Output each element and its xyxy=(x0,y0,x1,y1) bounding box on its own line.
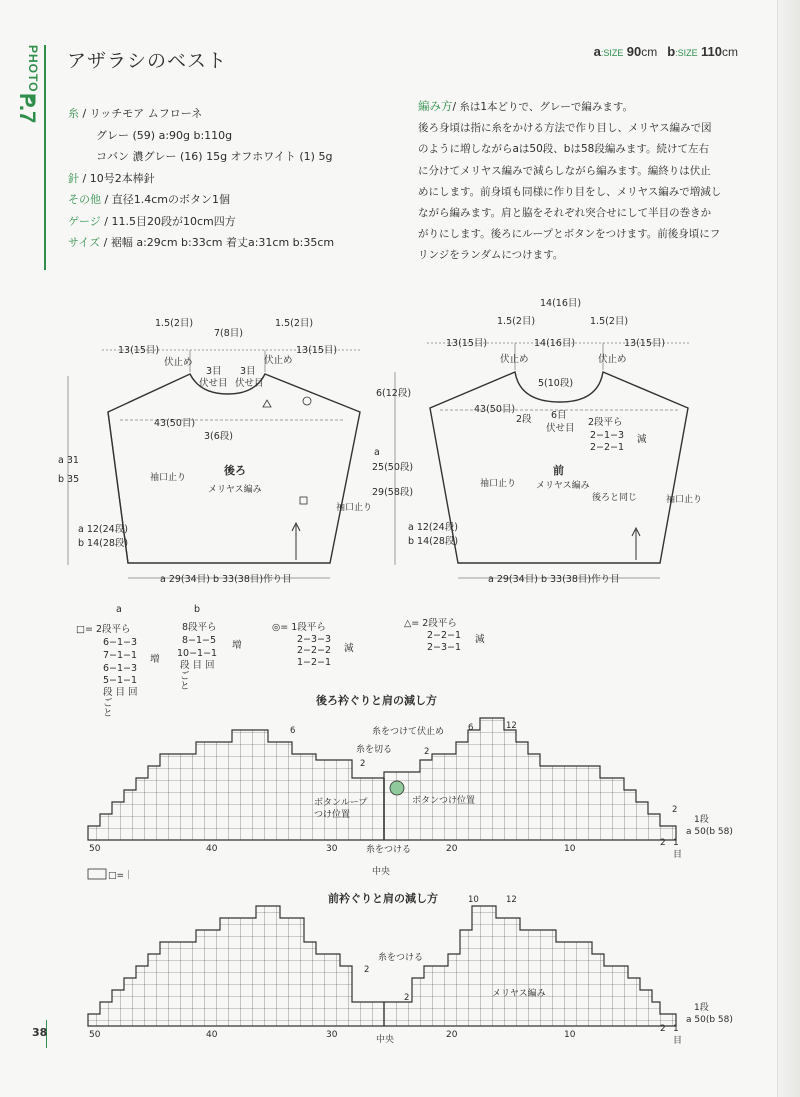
front-body-diagram xyxy=(372,298,702,585)
front-cuff-left: 袖口止り xyxy=(480,479,517,489)
front-chart-grid xyxy=(88,906,676,1026)
svg-text:a 50(b 58): a 50(b 58) xyxy=(686,1015,733,1025)
svg-text:10: 10 xyxy=(564,1030,576,1040)
svg-text:1段: 1段 xyxy=(694,1003,709,1013)
front-bindoff-right: 伏止め xyxy=(598,354,627,365)
page-reference: P.7 xyxy=(15,93,40,124)
svg-text:50: 50 xyxy=(89,844,101,854)
svg-text:1段: 1段 xyxy=(694,815,709,825)
attach-yarn-label: 糸をつける xyxy=(366,845,412,855)
front-rows-6: 6(12段) xyxy=(376,388,412,399)
size-b-label: b xyxy=(667,44,676,59)
back-name: 後ろ xyxy=(224,464,246,477)
back-neck-width: 7(8目) xyxy=(214,328,244,339)
svg-text:△= 2段平ら: △= 2段平ら xyxy=(404,618,457,629)
front-stitch: メリヤス編み xyxy=(536,481,590,491)
front-dec-0: 2段平ら xyxy=(588,417,623,428)
back-bindoff-right: 伏止め xyxy=(264,355,293,366)
svg-text:2: 2 xyxy=(660,1024,666,1034)
svg-text:増: 増 xyxy=(150,654,160,665)
front-a-label: a xyxy=(374,447,380,458)
svg-text:b: b xyxy=(194,604,201,615)
svg-text:6−1−3: 6−1−3 xyxy=(103,663,138,674)
size-a-label: a xyxy=(593,44,601,59)
svg-text:2: 2 xyxy=(360,759,366,769)
front-center-6: 6目 xyxy=(551,410,567,421)
back-neck-chart xyxy=(88,693,733,881)
svg-text:2: 2 xyxy=(672,805,678,815)
button-loop-label: ボタンループ xyxy=(314,798,368,808)
svg-text:ご: ご xyxy=(180,671,190,682)
material-row: グレー (59) a:90g b:110g xyxy=(96,128,233,142)
back-shoulder-top-left: 1.5(2目) xyxy=(155,318,194,329)
front-side-b: b 14(28段) xyxy=(408,536,459,547)
front-name: 前 xyxy=(553,464,564,477)
svg-text:12: 12 xyxy=(506,721,517,731)
size-b-word: :SIZE xyxy=(675,48,698,58)
method-line: ながら編みます。肩と脇をそれぞれ突合せにして半目の巻きか xyxy=(418,207,712,220)
front-shoulder-top-right: 1.5(2目) xyxy=(590,316,629,327)
front-chart-title: 前衿ぐりと肩の減し方 xyxy=(328,892,438,905)
front-shoulder-right: 13(15目) xyxy=(624,338,666,349)
svg-text:12: 12 xyxy=(506,895,517,905)
decrease-legend-triangle xyxy=(404,618,485,653)
front-cast-on: a 29(34目) b 33(38目)作り目 xyxy=(488,574,620,585)
svg-text:40: 40 xyxy=(206,844,218,854)
back-cuff-right: 袖口止り xyxy=(336,503,373,513)
front-neck-center: 5(10段) xyxy=(538,378,574,389)
method-line: に分けてメリヤス編みで減らしながら編みます。編終りは伏止 xyxy=(418,164,711,177)
page-title: アザラシのベスト xyxy=(67,50,228,72)
method-line: がりにします。後ろにループとボタンをつけます。前後身頃にフ xyxy=(418,228,721,241)
method-line: リンジをランダムにつけます。 xyxy=(418,249,564,262)
front-height-a: 25(50段) xyxy=(372,462,414,473)
svg-text:a 50(b 58): a 50(b 58) xyxy=(686,827,733,837)
svg-text:2: 2 xyxy=(404,993,410,1003)
svg-text:□= 2段平ら: □= 2段平ら xyxy=(76,624,131,635)
svg-text:20: 20 xyxy=(446,1030,458,1040)
back-cuff-left: 袖口止り xyxy=(150,473,187,483)
svg-text:10: 10 xyxy=(564,844,576,854)
material-row: サイズ / 裾幅 a:29cm b:33cm 着丈a:31cm b:35cm xyxy=(68,236,335,249)
svg-text:2−3−3: 2−3−3 xyxy=(297,634,332,645)
svg-text:20: 20 xyxy=(446,844,458,854)
svg-text:10−1−1: 10−1−1 xyxy=(177,648,218,659)
svg-text:1−2−1: 1−2−1 xyxy=(297,657,332,668)
svg-text:30: 30 xyxy=(326,844,338,854)
svg-text:2: 2 xyxy=(364,965,370,975)
back-cast-on: a 29(34目) b 33(38目)作り目 xyxy=(160,574,292,585)
svg-text:10: 10 xyxy=(468,895,479,905)
back-center-l2: 伏せ目 xyxy=(199,378,228,389)
front-top-width: 14(16目) xyxy=(540,298,582,309)
back-center-r2: 伏せ目 xyxy=(235,378,264,389)
svg-text:6: 6 xyxy=(290,726,296,736)
front-center-6b: 伏せ目 xyxy=(546,423,575,434)
back-center-l1: 3目 xyxy=(206,366,222,377)
svg-text:5−1−1: 5−1−1 xyxy=(103,675,138,686)
back-width-mid: 43(50目) xyxy=(154,418,196,429)
attach-bindoff-label: 糸をつけて伏止め xyxy=(372,727,445,737)
svg-text:減: 減 xyxy=(475,634,485,645)
svg-text:2−3−1: 2−3−1 xyxy=(427,642,462,653)
svg-text:段 目 回: 段 目 回 xyxy=(180,660,215,671)
size-a-unit: cm xyxy=(641,45,658,59)
svg-text:2: 2 xyxy=(660,838,666,848)
back-stitch: メリヤス編み xyxy=(208,485,262,495)
svg-text:ご: ご xyxy=(103,698,113,709)
front-shoulder-top-left: 1.5(2目) xyxy=(497,316,536,327)
svg-text:6: 6 xyxy=(468,723,474,733)
chart-legend-key: □=｜ xyxy=(108,871,134,881)
increase-legend xyxy=(76,604,242,719)
page-number: 38 xyxy=(32,1026,48,1039)
back-body-diagram xyxy=(58,318,372,585)
size-a-value: 90 xyxy=(626,44,642,59)
cut-yarn-label: 糸を切る xyxy=(356,745,393,755)
svg-text:2−2−1: 2−2−1 xyxy=(427,630,462,641)
front-attach-yarn-label: 糸をつける xyxy=(378,953,424,963)
front-dec-2: 2−2−1 xyxy=(590,442,625,453)
material-row: ゲージ / 11.5目20段が10cm四方 xyxy=(68,214,236,228)
back-side-a: a 12(24段) xyxy=(78,524,128,535)
method-line: めにします。前身頃も同様に作り目をし、メリヤス編みで増減し xyxy=(418,185,722,198)
front-step-2: 2段 xyxy=(516,414,532,425)
center-label: 中央 xyxy=(372,867,391,877)
front-neck-chart xyxy=(88,891,733,1046)
svg-text:2: 2 xyxy=(424,747,430,757)
svg-text:8段平ら: 8段平ら xyxy=(182,622,217,633)
svg-text:7−1−1: 7−1−1 xyxy=(103,650,138,661)
front-dec-label: 減 xyxy=(637,434,647,445)
svg-text:a: a xyxy=(116,604,122,615)
back-shoulder-left: 13(15目) xyxy=(118,345,160,356)
back-shoulder-top-right: 1.5(2目) xyxy=(275,318,314,329)
back-neck-rows: 3(6段) xyxy=(204,431,234,442)
back-side-b: b 14(28段) xyxy=(78,538,129,549)
button-position-label: ボタンつけ位置 xyxy=(412,796,476,806)
method-line: 後ろ身頃は指に糸をかける方法で作り目し、メリヤス編みで図 xyxy=(418,122,712,135)
material-row: 糸 / リッチモア ムフローネ xyxy=(68,107,203,120)
svg-text:減: 減 xyxy=(344,643,354,654)
back-shoulder-right: 13(15目) xyxy=(296,345,338,356)
front-width-mid: 43(50目) xyxy=(474,404,516,415)
svg-text:40: 40 xyxy=(206,1030,218,1040)
button-loop-pos-label: つけ位置 xyxy=(314,810,351,820)
front-same-as-back: 後ろと同じ xyxy=(592,493,638,503)
back-bindoff-left: 伏止め xyxy=(164,357,193,368)
svg-text:50: 50 xyxy=(89,1030,101,1040)
back-chart-title: 後ろ衿ぐりと肩の減し方 xyxy=(316,694,437,707)
back-height-b: b 35 xyxy=(58,474,80,485)
front-neck-width: 14(16目) xyxy=(534,338,576,349)
svg-text:目: 目 xyxy=(673,1036,683,1046)
svg-text:目: 目 xyxy=(673,850,683,860)
front-stitch-label: メリヤス編み xyxy=(492,989,546,999)
page-edge xyxy=(777,0,800,1097)
size-b-unit: cm xyxy=(722,45,738,59)
svg-text:1: 1 xyxy=(673,838,679,848)
size-b-value: 110 xyxy=(701,44,722,59)
back-center-r1: 3目 xyxy=(240,366,256,377)
svg-text:6−1−3: 6−1−3 xyxy=(103,637,138,648)
method-line: 編み方/ 糸は1本どりで、グレーで編みます。 xyxy=(418,99,634,113)
svg-text:◎= 1段平ら: ◎= 1段平ら xyxy=(272,622,326,633)
svg-text:と: と xyxy=(180,681,190,692)
decrease-legend-circle xyxy=(272,622,354,668)
front-height-b: 29(58段) xyxy=(372,487,414,498)
size-a-word: :SIZE xyxy=(600,48,624,58)
front-cuff-right: 袖口止り xyxy=(666,495,703,505)
material-row: その他 / 直径1.4cmのボタン1個 xyxy=(68,193,230,206)
front-dec-1: 2−1−3 xyxy=(590,430,625,441)
front-shoulder-left: 13(15目) xyxy=(446,338,488,349)
front-bindoff-left: 伏止め xyxy=(500,354,529,365)
svg-text:8−1−5: 8−1−5 xyxy=(182,635,217,646)
svg-text:2−2−2: 2−2−2 xyxy=(297,645,332,656)
svg-text:増: 増 xyxy=(232,640,242,651)
method-line: のように増しながらaは50段、bは58段編みます。続けて左右 xyxy=(418,143,709,156)
svg-text:と: と xyxy=(103,708,113,719)
material-row: 針 / 10号2本棒針 xyxy=(68,171,155,185)
svg-text:1: 1 xyxy=(673,1024,679,1034)
svg-text:30: 30 xyxy=(326,1030,338,1040)
front-side-a: a 12(24段) xyxy=(408,522,458,533)
svg-text:段 目 回: 段 目 回 xyxy=(103,687,138,698)
front-center-label: 中央 xyxy=(376,1035,395,1045)
material-row: コバン 濃グレー (16) 15g オフホワイト (1) 5g xyxy=(96,150,333,163)
back-height-a: a 31 xyxy=(58,455,79,466)
photo-label: PHOTO ▸ xyxy=(26,45,40,104)
